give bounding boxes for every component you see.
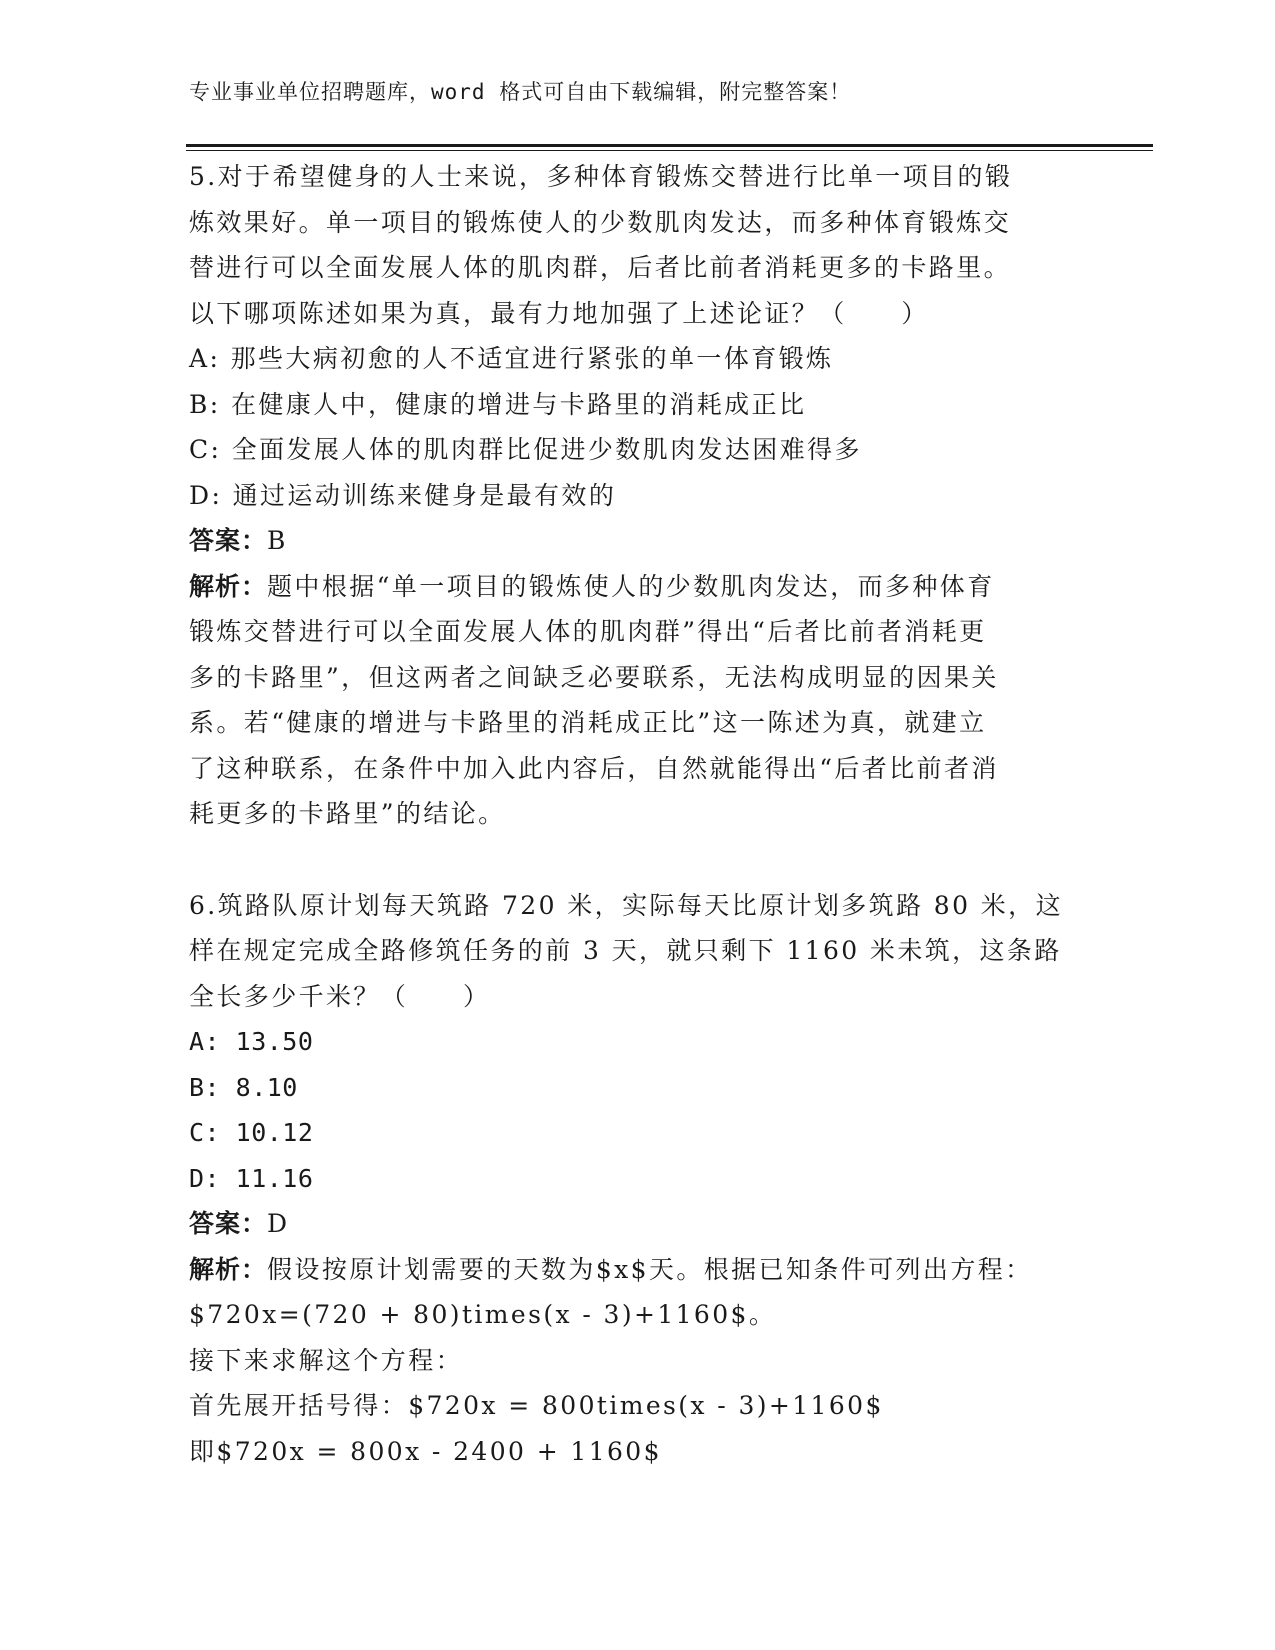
option-d: D: 通过运动训练来健身是最有效的 bbox=[189, 480, 617, 510]
question-stem-line: 以下哪项陈述如果为真，最有力地加强了上述论证？（ ） bbox=[189, 298, 929, 328]
analysis-line bbox=[189, 1247, 1079, 1293]
analysis-text: 题中根据“单一项目的锻炼使人的少数肌肉发达，而多种体育 bbox=[267, 571, 995, 601]
header-rule-thin bbox=[186, 150, 1153, 151]
analysis-line: 耗更多的卡路里”的结论。 bbox=[189, 799, 506, 828]
option-c: C: 全面发展人体的肌肉群比促进少数肌肉发达困难得多 bbox=[189, 435, 862, 464]
analysis-line bbox=[189, 564, 1079, 610]
equation-line: 首先展开括号得：$720x = 800times(x - 3)+1160$ bbox=[189, 1391, 884, 1420]
question-6 bbox=[189, 883, 1079, 1475]
analysis-label: 解析： bbox=[189, 571, 268, 601]
option-d: D: 11.16 bbox=[189, 1163, 314, 1193]
answer-value: D bbox=[267, 1209, 290, 1238]
question-stem-line: 样在规定完成全路修筑任务的前 3 天，就只剩下 1160 米未筑，这条路 bbox=[189, 936, 1062, 965]
option-c: C: 10.12 bbox=[189, 1118, 314, 1147]
question-5 bbox=[189, 154, 1079, 837]
answer-line bbox=[189, 1201, 1079, 1247]
answer-value: B bbox=[267, 526, 288, 555]
analysis-line: 多的卡路里”，但这两者之间缺乏必要联系，无法构成明显的因果关 bbox=[189, 662, 999, 692]
analysis-line: 了这种联系，在条件中加入此内容后，自然就能得出“后者比前者消 bbox=[189, 753, 999, 783]
answer-line bbox=[189, 518, 1079, 564]
answer-label: 答案： bbox=[189, 526, 268, 555]
equation-line: 即$720x = 800x - 2400 + 1160$ bbox=[189, 1436, 662, 1466]
analysis-line: 系。若“健康的增进与卡路里的消耗成正比”这一陈述为真，就建立 bbox=[189, 708, 987, 737]
option-b: B: 在健康人中，健康的增进与卡路里的消耗成正比 bbox=[189, 389, 807, 419]
analysis-line: 锻炼交替进行可以全面发展人体的肌肉群”得出“后者比前者消耗更 bbox=[189, 617, 987, 646]
page-header: 专业事业单位招聘题库，word 格式可自由下载编辑，附完整答案！ bbox=[189, 80, 852, 104]
answer-label: 答案： bbox=[189, 1209, 268, 1238]
question-stem-line: 全长多少千米？（ ） bbox=[189, 981, 491, 1011]
analysis-label: 解析： bbox=[189, 1254, 268, 1284]
option-a: A: 那些大病初愈的人不适宜进行紧张的单一体育锻炼 bbox=[189, 344, 834, 373]
option-b: B: 8.10 bbox=[189, 1072, 298, 1102]
question-stem-line: 替进行可以全面发展人体的肌肉群，后者比前者消耗更多的卡路里。 bbox=[189, 253, 1012, 282]
header-rule-thick bbox=[186, 144, 1153, 147]
option-a: A: 13.50 bbox=[189, 1027, 314, 1056]
analysis-text: 假设按原计划需要的天数为$x$天。根据已知条件可列出方程： bbox=[267, 1254, 1033, 1284]
document-body bbox=[189, 154, 1079, 1474]
equation-line: $720x=(720 + 80)times(x - 3)+1160$。 bbox=[189, 1300, 777, 1329]
question-stem-line: 炼效果好。单一项目的锻炼使人的少数肌肉发达，而多种体育锻炼交 bbox=[189, 207, 1012, 237]
question-spacer bbox=[189, 837, 1079, 883]
analysis-line: 接下来求解这个方程： bbox=[189, 1345, 464, 1375]
question-stem-line: 5.对于希望健身的人士来说，多种体育锻炼交替进行比单一项目的锻 bbox=[189, 162, 1013, 191]
question-stem-line: 6.筑路队原计划每天筑路 720 米，实际每天比原计划多筑路 80 米，这 bbox=[189, 890, 1063, 920]
